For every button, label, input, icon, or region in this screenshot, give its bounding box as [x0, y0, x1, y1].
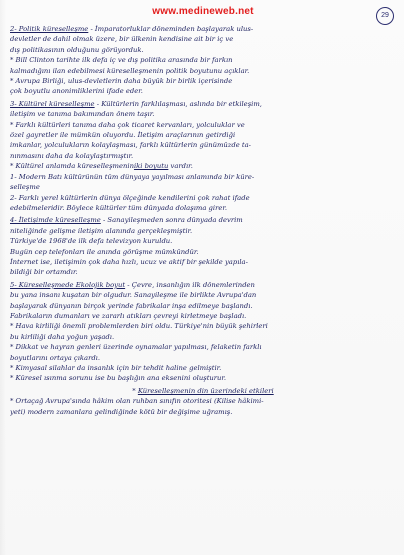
note-text: niteliğinde gelişme iletişim alanında gerçekleşmiştir.	[10, 226, 193, 235]
note-text: vardır.	[168, 162, 193, 171]
note-text: *	[132, 386, 138, 395]
note-line	[10, 193, 396, 203]
note-line	[10, 290, 396, 300]
note-text: * Kimyasal silahlar da insanlık için bir tehdit haline gelmiştir.	[10, 364, 222, 372]
note-line	[10, 257, 396, 267]
note-text: kalmadığını ilan edebilmesi küreselleşmenin politik boyutunu açıklar.	[10, 66, 250, 75]
note-line	[10, 396, 396, 406]
handwritten-notes	[10, 24, 396, 417]
note-text: dış politikasının olduğunu görüyorduk.	[10, 45, 144, 54]
note-text: selleşme	[10, 183, 40, 192]
note-line	[10, 161, 396, 171]
note-text: edebilmeleridir. Böylece kültürler tüm dünyada dolaşıma girer.	[10, 203, 227, 212]
note-line	[10, 215, 396, 225]
note-line	[10, 140, 396, 150]
underlined-heading: 5- Küreselleşmede Ekolojik boyut	[10, 280, 126, 289]
note-text: * Küresel ısınma sorunu ise bu başlığın ana eksenini oluşturur.	[10, 374, 227, 383]
note-text: Fabrikaların dumanları ve zararlı atıkları çevreyi kirletmeye başladı.	[10, 311, 247, 320]
note-line	[10, 172, 396, 182]
note-line	[10, 86, 396, 96]
note-line	[10, 34, 396, 44]
page-header	[10, 6, 396, 22]
note-line	[10, 373, 396, 383]
underlined-heading: 2- Politik küreselleşme	[10, 25, 89, 33]
note-line	[10, 311, 396, 321]
note-text: devletler de dahil olmak üzere, bir ülkenin kendisine ait bir iç ve	[10, 35, 234, 44]
note-line	[10, 280, 396, 290]
note-line	[10, 99, 396, 109]
note-line	[10, 120, 396, 130]
note-text: özel gayretler ile mümkün oluyordu. İletişim araçlarının getirdiği	[10, 131, 236, 140]
note-text: * Ortaçağ Avrupa'sında hâkim olan ruhban sınıfın otoritesi (Kilise hâkimi-	[10, 397, 264, 406]
note-text: * Hava kirliliği önemli problemlerden biri oldu. Türkiye'nin büyük şehirleri	[10, 322, 268, 331]
note-line	[10, 55, 396, 65]
note-line	[10, 109, 396, 119]
underlined-heading: Küreselleşmenin din üzerindeki etkileri	[137, 386, 274, 395]
note-line	[10, 301, 396, 311]
note-text: bildiği bir ortamdır.	[10, 268, 78, 277]
note-line	[10, 24, 396, 34]
note-line	[10, 182, 396, 192]
note-text: * Bill Clinton tarihte ilk defa iç ve dış politika arasında bir farkın	[10, 56, 233, 65]
note-line	[10, 332, 396, 342]
underlined-heading: iki boyutu	[133, 162, 169, 171]
note-text: * Farklı kültürleri tanıma daha çok ticaret kervanları, yolculuklar ve	[10, 120, 245, 129]
note-line	[10, 76, 396, 86]
note-text: * Dikkat ve hayran genleri üzerinde oynamalar yapılması, felaketin farklı	[10, 343, 262, 352]
note-text: Türkiye'de 1968'de ilk defa televizyon kuruldu.	[10, 237, 173, 246]
note-line	[10, 247, 396, 257]
note-text: yeti) modern zamanlara gelindiğinde kötü bir değişime uğramış.	[10, 407, 233, 416]
note-text: boyutlarını ortaya çıkardı.	[10, 353, 101, 362]
note-text: - İmparatorluklar döneminden başlayarak ulus-	[88, 25, 254, 33]
note-line	[10, 130, 396, 140]
note-line	[10, 386, 396, 396]
note-text: bu yana insanı kuşatan bir olgudur. Sanayileşme ile birlikte Avrupa'dan	[10, 291, 257, 300]
note-text: - Kültürlerin farklılaşması, aslında bir etkileşim,	[94, 99, 262, 108]
note-line	[10, 267, 396, 277]
note-line	[10, 321, 396, 331]
note-line	[10, 407, 396, 417]
note-line	[10, 66, 396, 76]
note-text: başlayarak dünyanın birçok yerinde fabrikalar inşa edilmeye başlandı.	[10, 301, 253, 310]
note-line	[10, 151, 396, 161]
note-line	[10, 236, 396, 246]
underlined-heading: 3- Kültürel küreselleşme	[10, 99, 95, 108]
note-text: bu kirliliği daha yoğun yaşadı.	[10, 332, 115, 341]
note-line	[10, 342, 396, 352]
note-text: * Avrupa Birliği, ulus-devletlerin daha büyük bir birlik içerisinde	[10, 77, 233, 86]
note-line	[10, 203, 396, 213]
note-text: Bugün cep telefonları ile anında görüşme mümkündür.	[10, 247, 199, 256]
note-line	[10, 226, 396, 236]
note-line	[10, 353, 396, 363]
note-text: İnternet ise, iletişimin çok daha hızlı, ucuz ve aktif bir şekilde yapıla-	[10, 257, 248, 266]
note-text: iletişim ve tanıma bakımından önem taşır.	[10, 110, 155, 119]
underlined-heading: 4- İletişimde küreselleşme	[10, 216, 101, 225]
note-text: çok boyutlu anonimliklerini ifade eder.	[10, 87, 143, 96]
note-text: nınmasını daha da kolaylaştırmıştır.	[10, 151, 134, 160]
note-text: - Çevre, insanlığın ilk dönemlerinden	[125, 280, 255, 289]
page-number-badge: 29	[376, 7, 394, 25]
note-text: 1- Modern Batı kültürünün tüm dünyaya yayılması anlamında bir küre-	[10, 172, 255, 181]
note-text: imkanlar, yolculukların kolaylaşması, farklı kültürlerin günümüzde ta-	[10, 141, 251, 150]
note-text: * Kültürel anlamda küreselleşmenin	[10, 162, 134, 171]
note-text: 2- Farklı yerel kültürlerin dünya ölçeğinde kendilerini çok rahat ifade	[10, 193, 250, 202]
note-line	[10, 363, 396, 373]
site-watermark: www.medineweb.net	[152, 6, 254, 17]
note-text: - Sanayileşmeden sonra dünyada devrim	[100, 216, 243, 225]
note-line	[10, 45, 396, 55]
